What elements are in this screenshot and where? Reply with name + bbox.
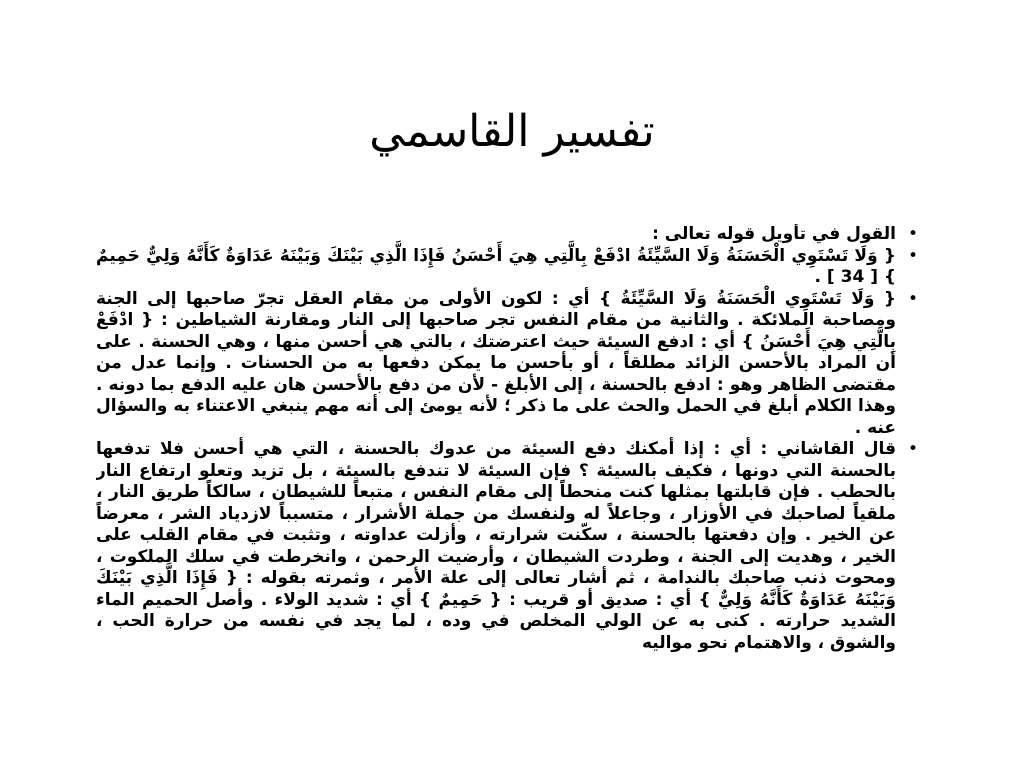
bullet-point-icon: • <box>907 439 918 459</box>
slide-title: تفسير القاسمي <box>369 106 655 157</box>
bullet-list <box>96 224 918 654</box>
bullet-point-icon: • <box>907 288 918 309</box>
bullet-point-icon: • <box>907 224 918 244</box>
bullet-text: { وَلَا تَسْتَوِي الْحَسَنَةُ وَلَا السَّيِّئَةُ } أي : لكون الأولى من مقام العقل تجرّ صاحبها إلى الجنة ومصاحبة الملائكة . والثانية من مقام النفس تجر صاحبها إلى النار ومقارنة الشياطين : { ادْفَعْ بِالَّتِي هِيَ أَحْسَنُ } أي : ادفع السيئة حيث اعترضتك ، بالتي هي أحسن منها ، وهي الحسنة . على أن المراد بالأحسن الزائد مطلقاً ، أو بأحسن ما يمكن دفعها به من الحسنات . وإنما عدل من مقتضى الظاهر وهو : ادفع بالحسنة ، إلى الأبلغ - لأن من دفع بالأحسن هان عليه الدفع بما دونه . وهذا الكلام أبلغ في الحمل والحث على ما ذكر ؛ لأنه يومئ إلى أنه مهم ينبغي الاعتناء به والسؤال عنه . <box>96 288 896 438</box>
bullet-item <box>96 246 918 289</box>
bullet-item <box>96 439 918 654</box>
bullet-item <box>96 289 918 440</box>
bullet-text: القول في تأويل قوله تعالى : <box>652 224 896 244</box>
bullet-point-icon: • <box>907 245 918 266</box>
bullet-text: قال القاشاني : أي : إذا أمكنك دفع السيئة من عدوك بالحسنة ، التي هي أحسن فلا تدفعها بالحسنة التي دونها ، فكيف بالسيئة ؟ فإن السيئة لا تندفع بالسيئة ، بل تزيد وتعلو ارتفاع النار بالحطب . فإن قابلتها بمثلها كنت منحطاً إلى مقام النفس ، متبعاً للشيطان ، سالكاً طريق النار ، ملقياً لصاحبك في الأوزار ، وجاعلاً له ولنفسك من جملة الأشرار ، متسبباً لازدياد الشر ، معرضاً عن الخير . وإن دفعتها بالحسنة ، سكّنت شرارته ، وأزلت عداوته ، وتثبت في مقام القلب على الخير ، وهديت إلى الجنة ، وطردت الشيطان ، وأرضيت الرحمن ، وانخرطت في سلك الملكوت ، ومحوت ذنب صاحبك بالندامة ، ثم أشار تعالى إلى علة الأمر ، وثمرته بقوله : { فَإِذَا الَّذِي بَيْنَكَ وَبَيْنَهُ عَدَاوَةٌ كَأَنَّهُ وَلِيٌّ } أي : صديق أو قريب : { حَمِيمٌ } أي : شديد الولاء . وأصل الحميم الماء الشديد حرارته . كنى به عن الولي المخلص في وده ، لما يجد في نفسه من حرارة الحب ، والشوق ، والاهتمام نحو مواليه <box>96 439 896 653</box>
slide-body <box>96 224 918 764</box>
bullet-item <box>96 224 918 246</box>
bullet-text: { وَلَا تَسْتَوِي الْحَسَنَةُ وَلَا السَّيِّئَةُ ادْفَعْ بِالَّتِي هِيَ أَحْسَنُ فَإِذَا الَّذِي بَيْنَكَ وَبَيْنَهُ عَدَاوَةٌ كَأَنَّهُ وَلِيٌّ حَمِيمٌ } [ 34 ] . <box>96 245 896 287</box>
